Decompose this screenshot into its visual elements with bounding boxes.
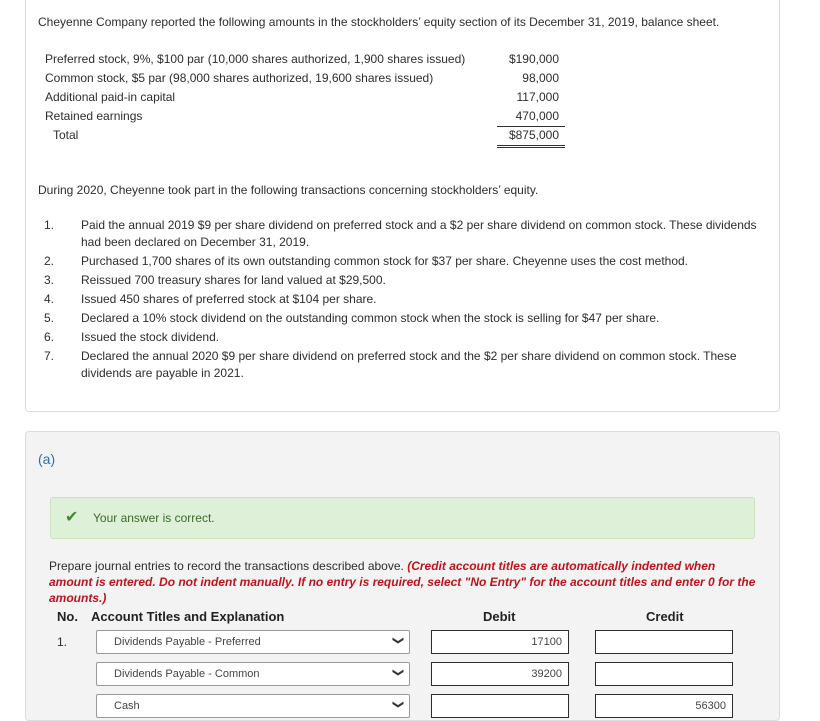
problem-statement-card — [25, 0, 780, 412]
transaction-text: Paid the annual 2019 $9 per share dividend on preferred stock and a $2 per share dividend on common stock. These dividends had been declared on December 31, 2019. — [81, 218, 757, 249]
equity-label: Retained earnings — [45, 109, 143, 123]
transaction-number: 1. — [44, 218, 55, 232]
equity-label: Common stock, $5 par (98,000 shares authorized, 19,600 shares issued) — [45, 71, 434, 85]
account-select-value: Dividends Payable - Common — [114, 668, 260, 680]
equity-amount: 117,000 — [516, 90, 559, 104]
chevron-down-icon: ❯ — [391, 699, 404, 710]
equity-label: Preferred stock, 9%, $100 par (10,000 shares authorized, 1,900 shares issued) — [45, 52, 466, 66]
debit-input[interactable] — [431, 630, 569, 654]
equity-label: Additional paid-in capital — [45, 90, 176, 104]
header-credit: Credit — [646, 609, 684, 624]
checkmark-icon: ✔ — [65, 509, 79, 526]
header-no: No. — [57, 609, 78, 624]
equity-total-amount: $875,000 — [497, 128, 565, 148]
transaction-number: 4. — [44, 292, 55, 306]
equity-row — [45, 52, 565, 71]
equity-amount: 470,000 — [497, 109, 565, 127]
transactions-intro: During 2020, Cheyenne took part in the following transactions concerning stockholders’ equity. — [38, 183, 539, 197]
credit-input[interactable] — [595, 694, 733, 718]
part-label: (a) — [38, 451, 56, 467]
account-select[interactable] — [96, 630, 410, 654]
transaction-number: 2. — [44, 254, 55, 268]
header-account: Account Titles and Explanation — [91, 609, 285, 624]
equity-row — [45, 71, 565, 90]
chevron-down-icon: ❯ — [391, 635, 404, 646]
instructions-text: Prepare journal entries to record the transactions described above. — [49, 559, 408, 573]
credit-input[interactable] — [595, 662, 733, 686]
debit-value: 39200 — [531, 668, 562, 680]
equity-amount: 98,000 — [522, 71, 559, 85]
transaction-text: Declared the annual 2020 $9 per share dividend on preferred stock and the $2 per share dividend on common stock. These dividends are payable in 2021. — [81, 349, 737, 380]
chevron-down-icon: ❯ — [391, 667, 404, 678]
account-select-value: Cash — [114, 700, 140, 712]
transaction-number: 3. — [44, 273, 55, 287]
transaction-text: Issued 450 shares of preferred stock at $104 per share. — [81, 292, 377, 306]
equity-total-row — [45, 128, 565, 147]
transaction-number: 5. — [44, 311, 55, 325]
debit-input[interactable] — [431, 662, 569, 686]
debit-value: 17100 — [531, 636, 562, 648]
equity-total-label: Total — [53, 128, 79, 142]
account-select[interactable] — [96, 662, 410, 686]
transaction-text: Issued the stock dividend. — [81, 330, 220, 344]
equity-row — [45, 109, 565, 128]
equity-row — [45, 90, 565, 109]
debit-input[interactable] — [431, 694, 569, 718]
instructions — [49, 558, 759, 606]
credit-input[interactable] — [595, 630, 733, 654]
transaction-number: 6. — [44, 330, 55, 344]
credit-value: 56300 — [695, 700, 726, 712]
instructions-emphasis: (Credit account titles are automatically indented when amount is entered. Do not indent manually. If no entry is required, select "No Entry" for the account titles and enter 0 for the amounts.) — [49, 559, 756, 605]
transaction-text: Purchased 1,700 shares of its own outstanding common stock for $37 per share. Cheyenne uses the cost method. — [81, 254, 689, 268]
transaction-text: Declared a 10% stock dividend on the outstanding common stock when the stock is selling for $47 per share. — [81, 311, 660, 325]
transaction-number: 7. — [44, 349, 55, 363]
equity-amount: $190,000 — [508, 52, 559, 66]
correct-answer-banner — [50, 497, 755, 539]
transaction-text: Reissued 700 treasury shares for land valued at $29,500. — [81, 273, 386, 287]
entry-number: 1. — [57, 635, 68, 649]
header-debit: Debit — [483, 609, 516, 624]
account-select-value: Dividends Payable - Preferred — [114, 636, 261, 648]
account-select[interactable] — [96, 694, 410, 718]
problem-intro: Cheyenne Company reported the following amounts in the stockholders’ equity section of its December 31, 2019, balance sheet. — [38, 15, 720, 29]
part-a-card — [25, 431, 780, 721]
correct-answer-text: Your answer is correct. — [93, 511, 215, 525]
